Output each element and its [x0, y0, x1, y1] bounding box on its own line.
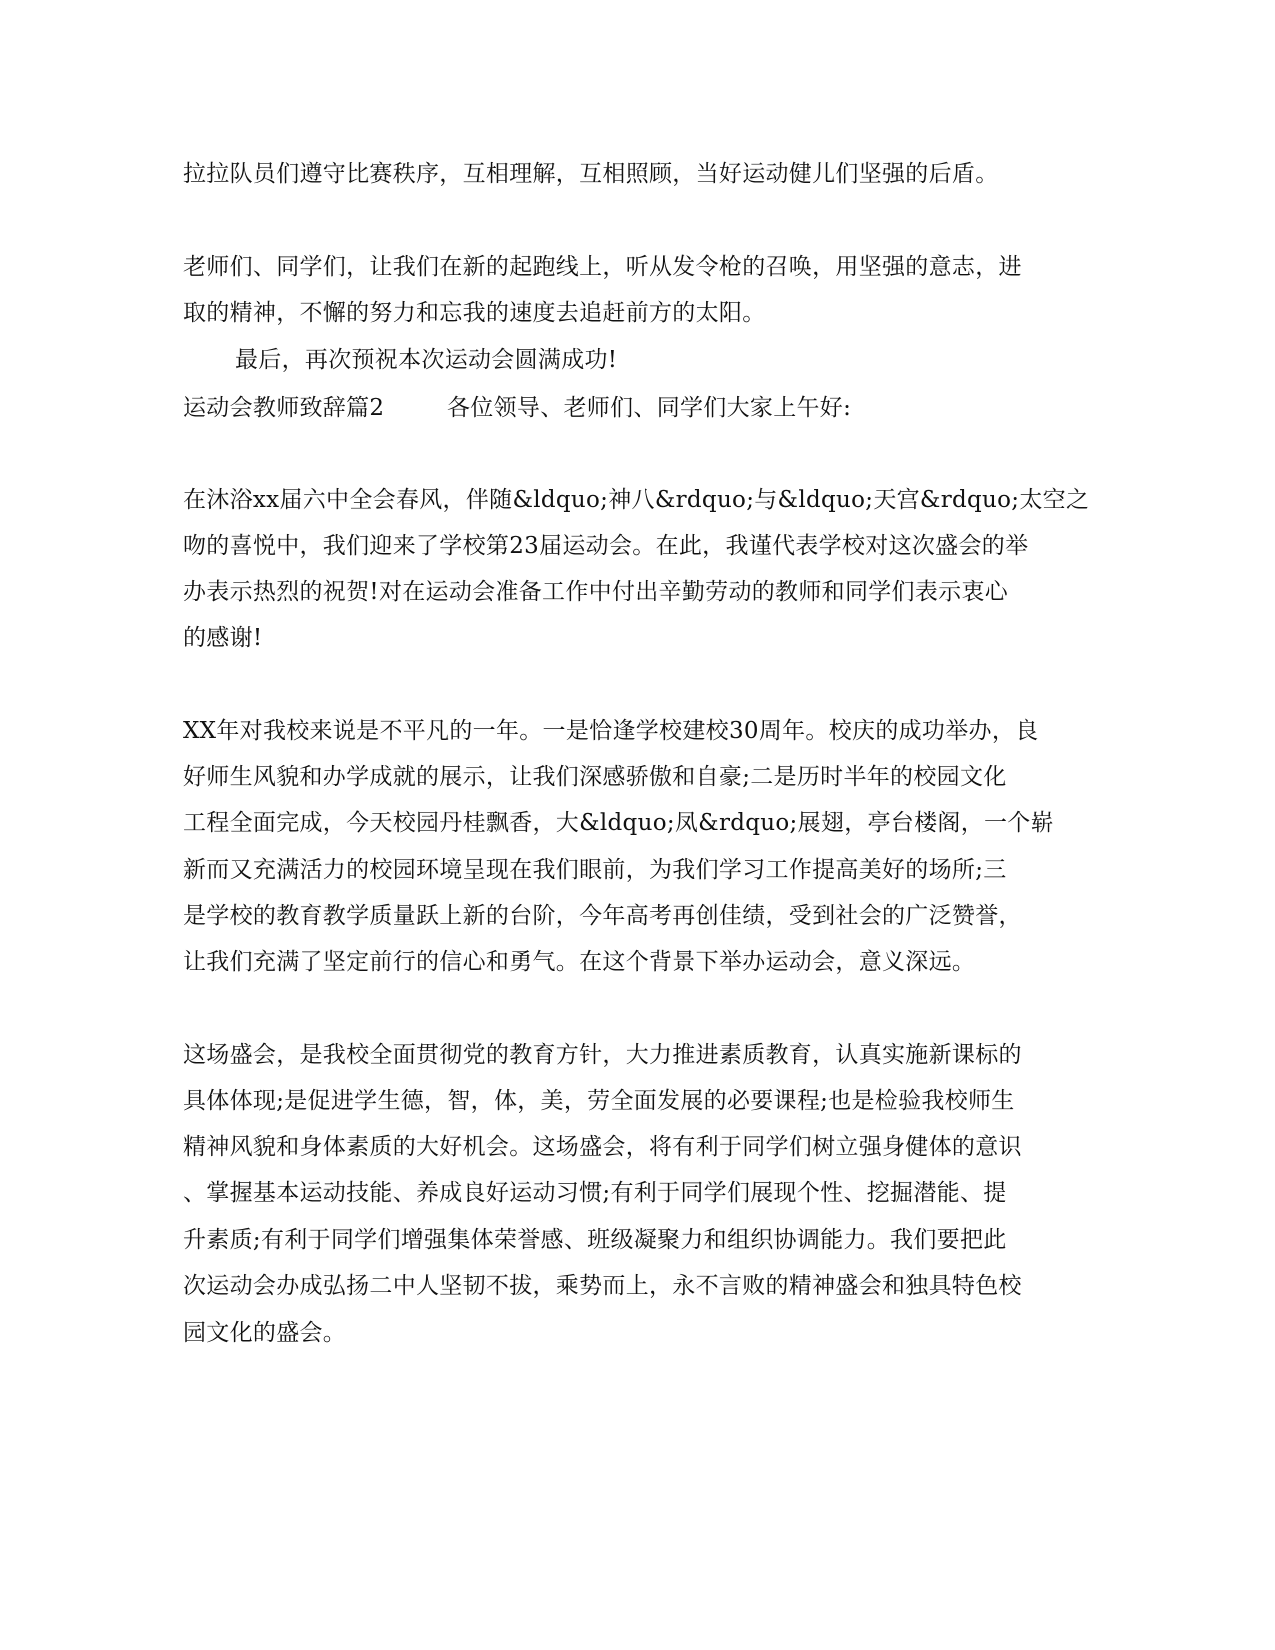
greeting-line: 各位领导、老师们、同学们大家上午好: — [447, 395, 852, 421]
paragraph-7-line-4: 、掌握基本运动技能、养成良好运动习惯;有利于同学们展现个性、挖掘潜能、提 — [183, 1180, 1007, 1206]
paragraph-2-line-2: 取的精神，不懈的努力和忘我的速度去追赶前方的太阳。 — [183, 300, 766, 326]
paragraph-2-line-1: 老师们、同学们，让我们在新的起跑线上，听从发令枪的召唤，用坚强的意志，进 — [183, 254, 1022, 280]
paragraph-7-line-3: 精神风貌和身体素质的大好机会。这场盛会，将有利于同学们树立强身健体的意识 — [183, 1134, 1022, 1160]
paragraph-7-line-6: 次运动会办成弘扬二中人坚韧不拔，乘势而上，永不言败的精神盛会和独具特色校 — [183, 1273, 1022, 1299]
paragraph-7-line-5: 升素质;有利于同学们增强集体荣誉感、班级凝聚力和组织协调能力。我们要把此 — [183, 1227, 1007, 1253]
paragraph-7-line-2: 具体体现;是促进学生德，智，体，美，劳全面发展的必要课程;也是检验我校师生 — [183, 1088, 1015, 1114]
paragraph-6-line-1: XX年对我校来说是不平凡的一年。一是恰逢学校建校30周年。校庆的成功举办，良 — [183, 718, 1039, 744]
paragraph-7-line-7: 园文化的盛会。 — [183, 1320, 347, 1346]
paragraph-6-line-6: 让我们充满了坚定前行的信心和勇气。在这个背景下举办运动会，意义深远。 — [183, 949, 976, 975]
paragraph-5-line-3: 办表示热烈的祝贺!对在运动会准备工作中付出辛勤劳动的教师和同学们表示衷心 — [183, 579, 1009, 605]
paragraph-1-line-1: 拉拉队员们遵守比赛秩序，互相理解，互相照顾，当好运动健儿们坚强的后盾。 — [183, 161, 999, 187]
paragraph-6-line-5: 是学校的教育教学质量跃上新的台阶，今年高考再创佳绩，受到社会的广泛赞誉， — [183, 903, 1022, 929]
paragraph-6-line-4: 新而又充满活力的校园环境呈现在我们眼前，为我们学习工作提高美好的场所;三 — [183, 857, 1007, 883]
paragraph-7-line-1: 这场盛会，是我校全面贯彻党的教育方针，大力推进素质教育，认真实施新课标的 — [183, 1042, 1022, 1068]
paragraph-5-line-2: 吻的喜悦中，我们迎来了学校第23届运动会。在此，我谨代表学校对这次盛会的举 — [183, 533, 1029, 559]
section-title: 运动会教师致辞篇2 — [183, 395, 385, 421]
paragraph-6-line-2: 好师生风貌和办学成就的展示，让我们深感骄傲和自豪;二是历时半年的校园文化 — [183, 764, 1007, 790]
paragraph-3-line-1: 最后，再次预祝本次运动会圆满成功! — [235, 347, 618, 373]
paragraph-5-line-4: 的感谢! — [183, 625, 263, 651]
paragraph-5-line-1: 在沐浴xx届六中全会春风，伴随&ldquo;神八&rdquo;与&ldquo;天宫&rdquo;太空之 — [183, 487, 1090, 513]
paragraph-6-line-3: 工程全面完成，今天校园丹桂飘香，大&ldquo;凤&rdquo;展翅，亭台楼阁，一个崭 — [183, 810, 1054, 836]
